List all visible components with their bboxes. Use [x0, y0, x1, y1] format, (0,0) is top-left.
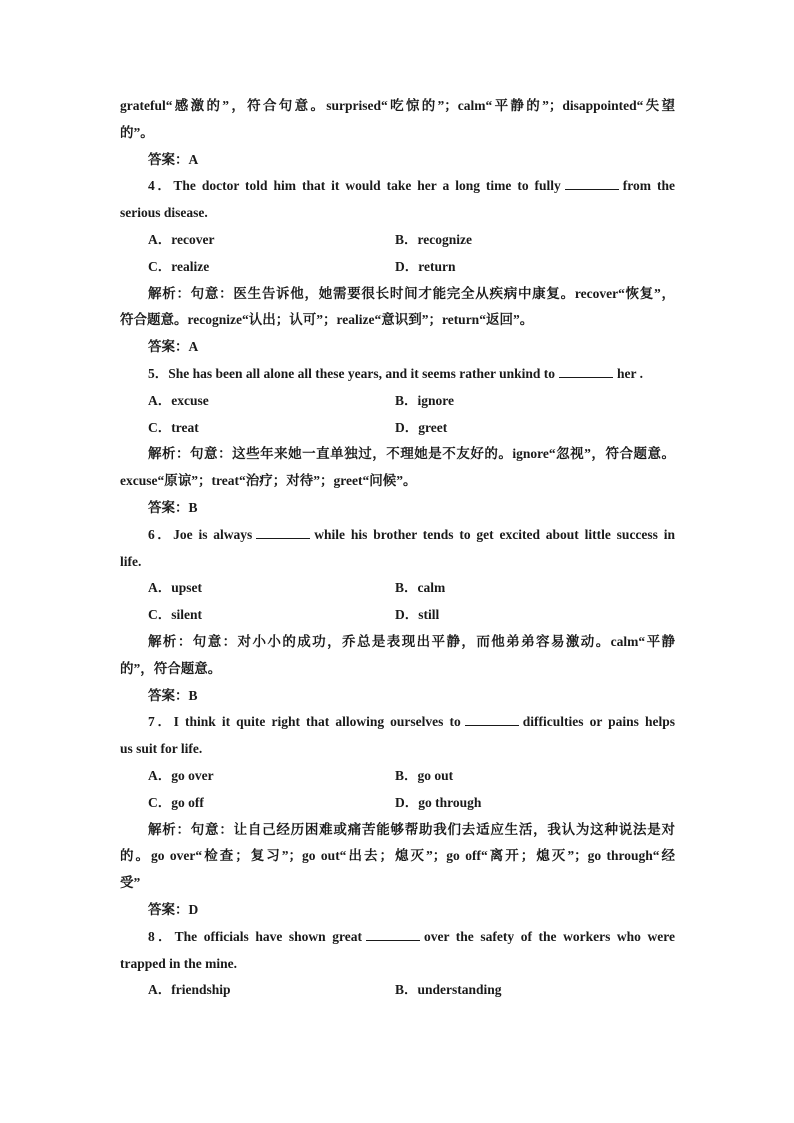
options-row [120, 227, 675, 254]
option-a: A．upset [148, 580, 203, 596]
option-b: B．recognize [395, 231, 472, 247]
analysis-line: 解析：句意：让自己经历困难或痛苦能够帮助我们去适应生活，我认为这种说法是对 [148, 821, 675, 837]
option-d: D．return [395, 258, 456, 274]
option-c: C．treat [148, 419, 199, 435]
analysis-line: 解析：句意：对小小的成功，乔总是表现出平静，而他弟弟容易激动。calm“平静 [148, 633, 675, 649]
option-b: B．go out [395, 767, 454, 783]
answer-line: 答案：B [148, 687, 198, 703]
answer-blank [256, 524, 310, 539]
stem-text: while his brother tends to get excited about little success in [314, 526, 676, 542]
stem-text: from the [622, 178, 675, 194]
options-row [120, 388, 675, 415]
question-stem [120, 361, 675, 388]
stem-text: 8．The officials have shown great [148, 928, 362, 944]
stem-text: 5．She has been all alone all these years, and it seems rather unkind to [148, 365, 556, 381]
analysis-line: 的”。 [120, 124, 154, 140]
option-a: A．friendship [148, 982, 231, 998]
stem-text: her . [617, 365, 644, 381]
question-stem-cont: us suit for life. [120, 741, 203, 757]
options-row [120, 790, 675, 817]
analysis-line: 的”，符合题意。 [120, 660, 222, 676]
question-stem [120, 924, 675, 951]
question-stem [120, 709, 675, 736]
question-stem [120, 522, 675, 549]
stem-text: 6．Joe is always [148, 526, 253, 542]
stem-text: difficulties or pains helps [522, 714, 675, 730]
answer-line: 答案：A [148, 339, 199, 355]
answer-blank [465, 711, 519, 726]
option-c: C．silent [148, 607, 202, 623]
option-b: B．calm [395, 580, 446, 596]
answer-line: 答案：B [148, 499, 198, 515]
option-c: C．go off [148, 794, 204, 810]
answer-line: 答案：A [148, 151, 199, 167]
analysis-line: grateful“感激的”，符合句意。surprised“吃惊的”；calm“平静的”；disappointed“失望 [120, 98, 675, 113]
answer-blank [565, 175, 619, 190]
stem-text: over the safety of the workers who were [423, 928, 675, 944]
question-stem-cont: serious disease. [120, 205, 208, 221]
stem-text: 4．The doctor told him that it would take her a long time to fully [148, 178, 561, 194]
option-d: D．go through [395, 794, 482, 810]
option-d: D．still [395, 607, 440, 623]
option-a: A．excuse [148, 392, 209, 408]
analysis-line: 解析：句意：医生告诉他，她需要很长时间才能完全从疾病中康复。recover“恢复”， [148, 285, 675, 301]
analysis-line: 解析：句意：这些年来她一直单独过，不理她是不友好的。ignore“忽视”，符合题意。 [148, 446, 675, 462]
options-row [120, 977, 675, 1004]
options-row [120, 575, 675, 602]
analysis-line: 符合题意。recognize“认出；认可”；realize“意识到”；return“返回”。 [120, 312, 534, 328]
question-stem-cont: trapped in the mine. [120, 955, 238, 971]
question-stem [120, 173, 675, 200]
options-row [120, 763, 675, 790]
option-a: A．go over [148, 767, 214, 783]
option-b: B．ignore [395, 392, 455, 408]
document-page [120, 93, 675, 1004]
stem-text: 7．I think it quite right that allowing ourselves to [148, 714, 461, 730]
analysis-line: 受” [120, 875, 141, 891]
option-c: C．realize [148, 258, 210, 274]
analysis-line: excuse“原谅”；treat“治疗；对待”；greet“问候”。 [120, 473, 417, 489]
analysis-line: 的。go over“检查；复习”；go out“出去；熄灭”；go off“离开；熄灭”；go through“经 [120, 848, 675, 864]
option-d: D．greet [395, 419, 448, 435]
option-a: A．recover [148, 231, 215, 247]
answer-line: 答案：D [148, 901, 199, 917]
options-row [120, 415, 675, 442]
options-row [120, 254, 675, 281]
option-b: B．understanding [395, 982, 502, 998]
options-row [120, 602, 675, 629]
answer-blank [559, 363, 613, 378]
answer-blank [366, 926, 420, 941]
question-stem-cont: life. [120, 553, 142, 569]
